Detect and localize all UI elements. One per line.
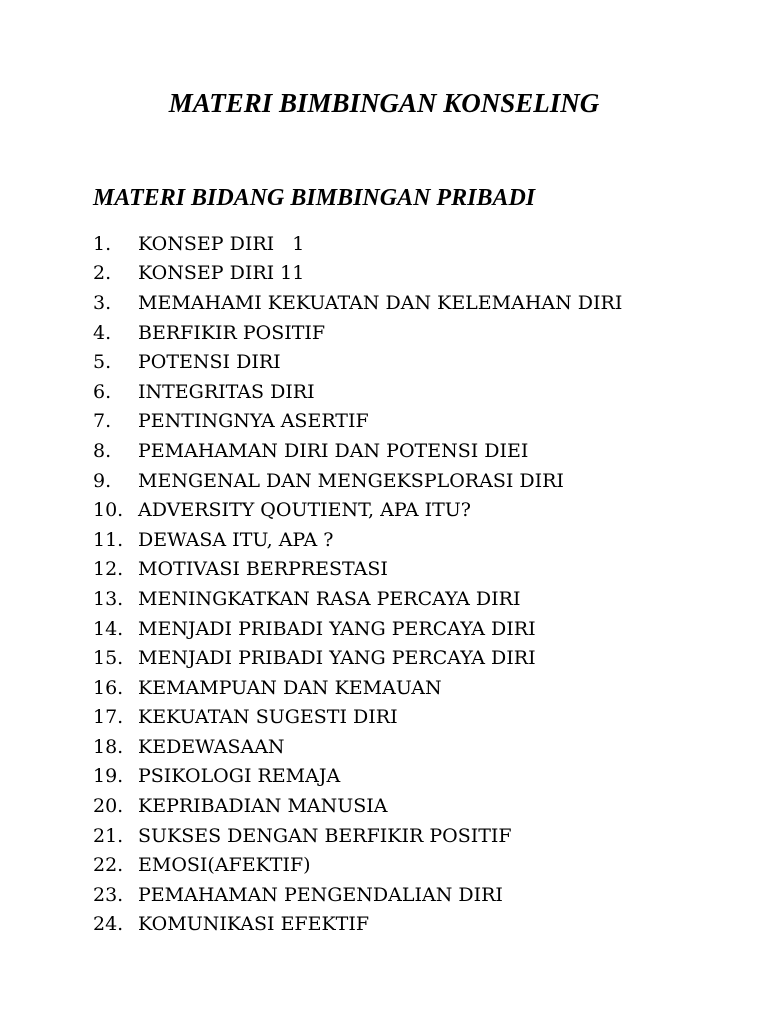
list-item <box>93 377 622 407</box>
list-item-text: PENTINGNYA ASERTIF <box>138 410 369 433</box>
list-item <box>93 495 622 525</box>
list-item-number: 5. <box>93 351 112 374</box>
list-item-number: 24. <box>93 913 124 936</box>
list-item-text: POTENSI DIRI <box>138 351 281 374</box>
list-item-text: ADVERSITY QOUTIENT, APA ITU? <box>138 499 471 522</box>
document-title: MATERI BIMBINGAN KONSELING <box>168 88 600 118</box>
list-item-number: 9. <box>93 469 112 492</box>
list-item-text: PSIKOLOGI REMAJA <box>138 765 341 788</box>
list-item-text: MENJADI PRIBADI YANG PERCAYA DIRI <box>138 617 536 640</box>
list-item-text: KOMUNIKASI EFEKTIF <box>138 913 370 936</box>
list-item-number: 19. <box>93 765 124 788</box>
list-item <box>93 288 622 318</box>
section-heading: MATERI BIDANG BIMBINGAN PRIBADI <box>93 185 536 211</box>
list-item <box>93 584 622 614</box>
list-item <box>93 555 622 585</box>
list-item-text: KEMAMPUAN DAN KEMAUAN <box>138 676 442 699</box>
list-item-text: KONSEP DIRI 11 <box>138 262 305 285</box>
list-item-number: 20. <box>93 795 124 818</box>
list-item <box>93 466 622 496</box>
list-item-number: 12. <box>93 558 124 581</box>
list-item-text: KONSEP DIRI 1 <box>138 232 305 255</box>
list-item <box>93 880 622 910</box>
list-item-number: 14. <box>93 617 124 640</box>
list-item <box>93 673 622 703</box>
list-item <box>93 259 622 289</box>
list-item <box>93 614 622 644</box>
list-item-text: PEMAHAMAN PENGENDALIAN DIRI <box>138 883 503 906</box>
list-item <box>93 229 622 259</box>
list-item-number: 1. <box>93 232 112 255</box>
list-item <box>93 318 622 348</box>
topic-list <box>93 229 622 939</box>
list-item-text: MENINGKATKAN RASA PERCAYA DIRI <box>138 587 521 610</box>
list-item-text: BERFIKIR POSITIF <box>138 321 326 344</box>
list-item <box>93 703 622 733</box>
list-item-number: 13. <box>93 587 124 610</box>
list-item-number: 11. <box>93 528 124 551</box>
list-item-number: 22. <box>93 854 124 877</box>
list-item-number: 17. <box>93 706 124 729</box>
list-item-number: 23. <box>93 883 124 906</box>
list-item-number: 8. <box>93 439 112 462</box>
list-item-number: 18. <box>93 735 124 758</box>
list-item-number: 16. <box>93 676 124 699</box>
list-item-text: MENGENAL DAN MENGEKSPLORASI DIRI <box>138 469 564 492</box>
list-item <box>93 407 622 437</box>
list-item <box>93 791 622 821</box>
list-item <box>93 821 622 851</box>
list-item <box>93 525 622 555</box>
list-item-text: MOTIVASI BERPRESTASI <box>138 558 388 581</box>
list-item-text: KEPRIBADIAN MANUSIA <box>138 795 388 818</box>
list-item-text: PEMAHAMAN DIRI DAN POTENSI DIEI <box>138 439 529 462</box>
list-item-text: KEDEWASAAN <box>138 735 285 758</box>
list-item <box>93 347 622 377</box>
list-item-text: MEMAHAMI KEKUATAN DAN KELEMAHAN DIRI <box>138 291 623 314</box>
list-item-text: INTEGRITAS DIRI <box>138 380 315 403</box>
list-item-text: SUKSES DENGAN BERFIKIR POSITIF <box>138 824 512 847</box>
list-item-text: KEKUATAN SUGESTI DIRI <box>138 706 398 729</box>
list-item <box>93 436 622 466</box>
list-item <box>93 643 622 673</box>
list-item-number: 10. <box>93 499 124 522</box>
list-item-number: 3. <box>93 291 112 314</box>
list-item <box>93 850 622 880</box>
list-item-text: EMOSI(AFEKTIF) <box>138 854 311 877</box>
list-item <box>93 732 622 762</box>
list-item <box>93 910 622 940</box>
list-item-number: 15. <box>93 647 124 670</box>
list-item-number: 2. <box>93 262 112 285</box>
list-item-number: 4. <box>93 321 112 344</box>
list-item <box>93 762 622 792</box>
list-item-text: MENJADI PRIBADI YANG PERCAYA DIRI <box>138 647 536 670</box>
list-item-text: DEWASA ITU, APA ? <box>138 528 334 551</box>
list-item-number: 7. <box>93 410 112 433</box>
list-item-number: 6. <box>93 380 112 403</box>
list-item-number: 21. <box>93 824 124 847</box>
